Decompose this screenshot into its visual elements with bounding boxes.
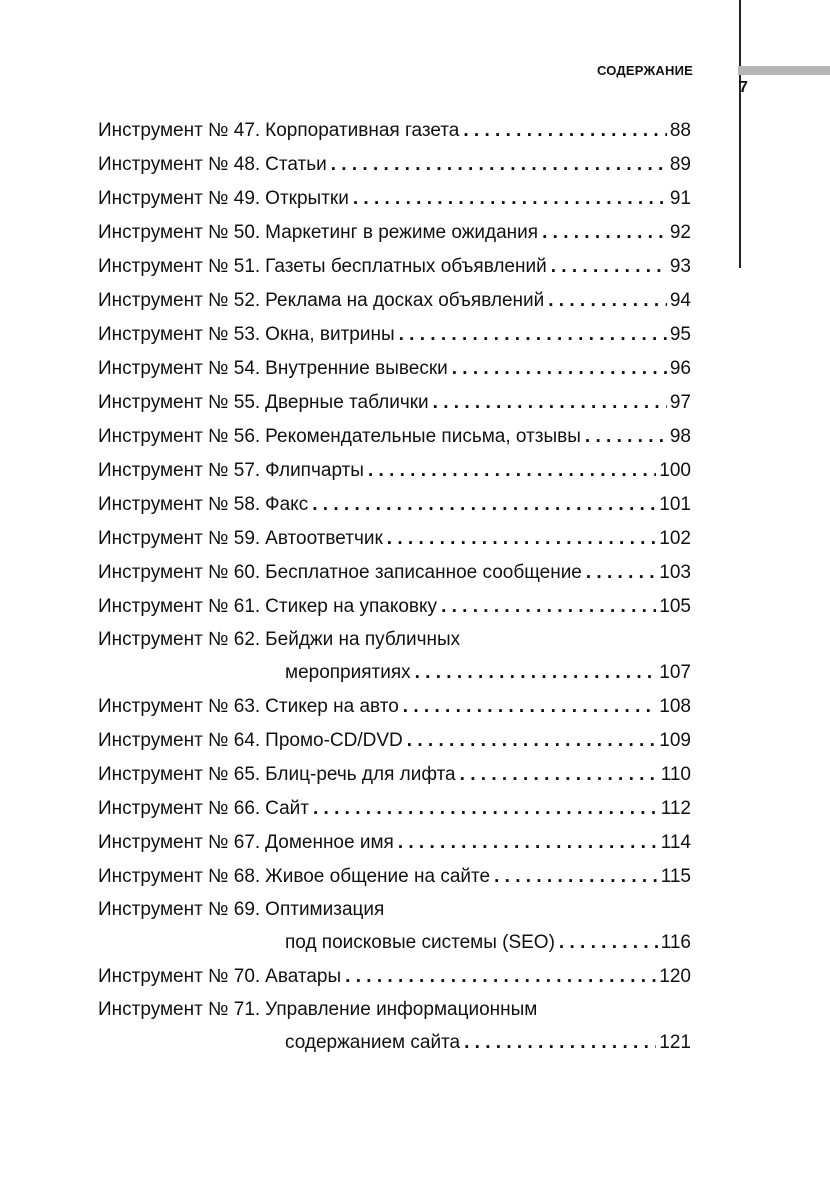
toc-entry[interactable]	[98, 250, 691, 284]
toc-entry[interactable]	[98, 454, 691, 488]
toc-entry-number: Инструмент № 51.	[98, 256, 261, 277]
toc-entry-title: Автоответчик	[265, 528, 383, 549]
toc-entry[interactable]	[98, 420, 691, 454]
toc-entry-title: Бесплатное записанное сообщение	[265, 562, 582, 583]
toc-entry-title: Блиц-речь для лифта	[265, 764, 456, 785]
dot-leader	[398, 826, 658, 860]
dot-leader	[368, 454, 656, 488]
toc-line	[98, 522, 691, 556]
toc-line	[98, 826, 691, 860]
toc-entry-title: Факс	[265, 494, 309, 515]
toc-entry-title: Доменное имя	[265, 832, 394, 853]
toc-page-number: 103	[659, 562, 691, 583]
dot-leader	[345, 960, 656, 994]
toc-line	[98, 182, 691, 216]
toc-entry[interactable]	[98, 318, 691, 352]
toc-page-number: 101	[659, 494, 691, 515]
toc-entry-number: Инструмент № 52.	[98, 290, 261, 311]
toc-entry-number: Инструмент № 66.	[98, 798, 261, 819]
page-number: 7	[739, 79, 748, 96]
toc-page-number: 91	[669, 188, 691, 209]
dot-leader	[312, 488, 656, 522]
toc-line	[98, 454, 691, 488]
toc-page-number: 89	[669, 154, 691, 175]
dot-leader	[407, 724, 657, 758]
toc-page-number: 105	[659, 596, 691, 617]
dot-leader	[441, 590, 656, 624]
toc-page-number: 88	[669, 120, 691, 141]
toc-line	[98, 758, 691, 792]
toc-entry-title: Корпоративная газета	[265, 120, 460, 141]
toc-line	[98, 250, 691, 284]
dot-leader	[415, 656, 657, 690]
toc-line	[98, 624, 691, 656]
toc-entry-number: Инструмент № 67.	[98, 832, 261, 853]
toc-entry[interactable]	[98, 216, 691, 250]
dot-leader	[586, 556, 656, 590]
toc-entry[interactable]	[98, 994, 691, 1060]
toc-page-number: 114	[660, 832, 691, 853]
toc-entry-title: содержанием сайта	[285, 1032, 461, 1053]
toc-entry-title: Промо-CD/DVD	[265, 730, 403, 751]
toc-line	[98, 114, 691, 148]
toc-entry-title: Внутренние вывески	[265, 358, 448, 379]
toc-line	[98, 420, 691, 454]
dot-leader	[433, 386, 667, 420]
dot-leader	[353, 182, 667, 216]
dot-leader	[585, 420, 667, 454]
toc-entry-title: Рекомендательные письма, отзывы	[265, 426, 581, 447]
toc-entry-number: Инструмент № 48.	[98, 154, 261, 175]
dot-leader	[494, 860, 658, 894]
toc-entry-number: Инструмент № 65.	[98, 764, 261, 785]
dot-leader	[559, 926, 658, 960]
toc-entry-title: Оптимизация	[265, 899, 385, 920]
toc-entry-title: Стикер на авто	[265, 696, 399, 717]
toc-entry[interactable]	[98, 690, 691, 724]
toc-entry-number: Инструмент № 58.	[98, 494, 261, 515]
toc-entry[interactable]	[98, 386, 691, 420]
toc-entry-title: Маркетинг в режиме ожидания	[265, 222, 539, 243]
dot-leader	[387, 522, 657, 556]
toc-entry[interactable]	[98, 284, 691, 318]
toc-entry[interactable]	[98, 758, 691, 792]
toc-entry-title: Дверные таблички	[265, 392, 429, 413]
toc-page-number: 112	[660, 798, 691, 819]
toc-entry-number: Инструмент № 59.	[98, 528, 261, 549]
toc-entry[interactable]	[98, 522, 691, 556]
toc-page-number: 100	[659, 460, 691, 481]
toc-entry-title: Сайт	[265, 798, 309, 819]
toc-line	[98, 926, 691, 960]
toc-line	[98, 894, 691, 926]
toc-entry-number: Инструмент № 57.	[98, 460, 261, 481]
toc-line	[98, 556, 691, 590]
toc-page-number: 109	[659, 730, 691, 751]
toc-entry-number: Инструмент № 54.	[98, 358, 261, 379]
toc-line	[98, 488, 691, 522]
toc-entry-number: Инструмент № 47.	[98, 120, 261, 141]
toc-line	[98, 590, 691, 624]
dot-leader	[551, 250, 667, 284]
toc-entry-number: Инструмент № 71.	[98, 999, 261, 1020]
toc-entry-number: Инструмент № 49.	[98, 188, 261, 209]
toc-page-number: 96	[669, 358, 691, 379]
toc-entry[interactable]	[98, 894, 691, 960]
toc-entry-title: Статьи	[265, 154, 327, 175]
toc-entry-title: Газеты бесплатных объявлений	[265, 256, 547, 277]
dot-leader	[403, 690, 657, 724]
toc-entry-title: Открытки	[265, 188, 349, 209]
toc-entry-title: под поисковые системы (SEO)	[285, 932, 555, 953]
toc-line	[98, 690, 691, 724]
toc-entry-number: Инструмент № 61.	[98, 596, 261, 617]
toc-line	[98, 960, 691, 994]
toc-line	[98, 656, 691, 690]
toc-page-number: 102	[659, 528, 691, 549]
toc-line	[98, 792, 691, 826]
toc-page-number: 121	[659, 1032, 691, 1053]
dot-leader	[460, 758, 658, 792]
toc-page-number: 116	[660, 932, 691, 953]
toc-entry-number: Инструмент № 56.	[98, 426, 261, 447]
dot-leader	[331, 148, 667, 182]
toc-entry-number: Инструмент № 63.	[98, 696, 261, 717]
toc-entry-title: Живое общение на сайте	[265, 866, 491, 887]
toc-line	[98, 994, 691, 1026]
toc-entry[interactable]	[98, 724, 691, 758]
toc-page-number: 98	[669, 426, 691, 447]
toc-line	[98, 1026, 691, 1060]
toc-entry[interactable]	[98, 860, 691, 894]
toc-entry[interactable]	[98, 590, 691, 624]
toc-entry-title: Управление информационным	[265, 999, 538, 1020]
toc-entry[interactable]	[98, 114, 691, 148]
toc-entry-number: Инструмент № 69.	[98, 899, 261, 920]
toc-line	[98, 216, 691, 250]
toc-entry-title: Флипчарты	[265, 460, 364, 481]
toc-entry-title: Стикер на упаковку	[265, 596, 438, 617]
toc-entry[interactable]	[98, 352, 691, 386]
toc-page-number: 120	[659, 966, 691, 987]
toc-entry-title: мероприятиях	[285, 662, 411, 683]
running-head: СОДЕРЖАНИЕ	[597, 63, 693, 78]
header-band	[738, 66, 830, 75]
dot-leader	[463, 114, 667, 148]
toc-entry-number: Инструмент № 55.	[98, 392, 261, 413]
toc-entry[interactable]	[98, 624, 691, 690]
toc-page-number: 108	[659, 696, 691, 717]
toc-entry-title: Аватары	[265, 966, 342, 987]
toc-line	[98, 386, 691, 420]
toc-entry-title: Реклама на досках объявлений	[265, 290, 545, 311]
toc-entry[interactable]	[98, 826, 691, 860]
toc-entry-number: Инструмент № 53.	[98, 324, 261, 345]
table-of-contents	[98, 114, 691, 1060]
toc-line	[98, 148, 691, 182]
toc-line	[98, 352, 691, 386]
toc-page-number: 110	[660, 764, 691, 785]
toc-entry-title: Окна, витрины	[265, 324, 395, 345]
dot-leader	[399, 318, 667, 352]
toc-entry-number: Инструмент № 60.	[98, 562, 261, 583]
toc-entry-number: Инструмент № 62.	[98, 629, 261, 650]
toc-page-number: 93	[669, 256, 691, 277]
toc-entry[interactable]	[98, 960, 691, 994]
toc-entry[interactable]	[98, 148, 691, 182]
toc-entry-title: Бейджи на публичных	[265, 629, 461, 650]
toc-entry-number: Инструмент № 68.	[98, 866, 261, 887]
dot-leader	[542, 216, 667, 250]
toc-line	[98, 318, 691, 352]
page-edge-rule	[739, 0, 741, 268]
toc-entry[interactable]	[98, 556, 691, 590]
dot-leader	[464, 1026, 656, 1060]
dot-leader	[313, 792, 658, 826]
toc-page-number: 97	[669, 392, 691, 413]
toc-entry[interactable]	[98, 182, 691, 216]
dot-leader	[548, 284, 667, 318]
toc-entry[interactable]	[98, 488, 691, 522]
toc-entry-number: Инструмент № 50.	[98, 222, 261, 243]
toc-line	[98, 284, 691, 318]
toc-entry-number: Инструмент № 70.	[98, 966, 261, 987]
toc-page-number: 94	[669, 290, 691, 311]
toc-page-number: 95	[669, 324, 691, 345]
toc-line	[98, 860, 691, 894]
toc-line	[98, 724, 691, 758]
toc-page-number: 115	[660, 866, 691, 887]
dot-leader	[452, 352, 667, 386]
toc-entry[interactable]	[98, 792, 691, 826]
toc-entry-number: Инструмент № 64.	[98, 730, 261, 751]
toc-page-number: 92	[669, 222, 691, 243]
toc-page-number: 107	[659, 662, 691, 683]
